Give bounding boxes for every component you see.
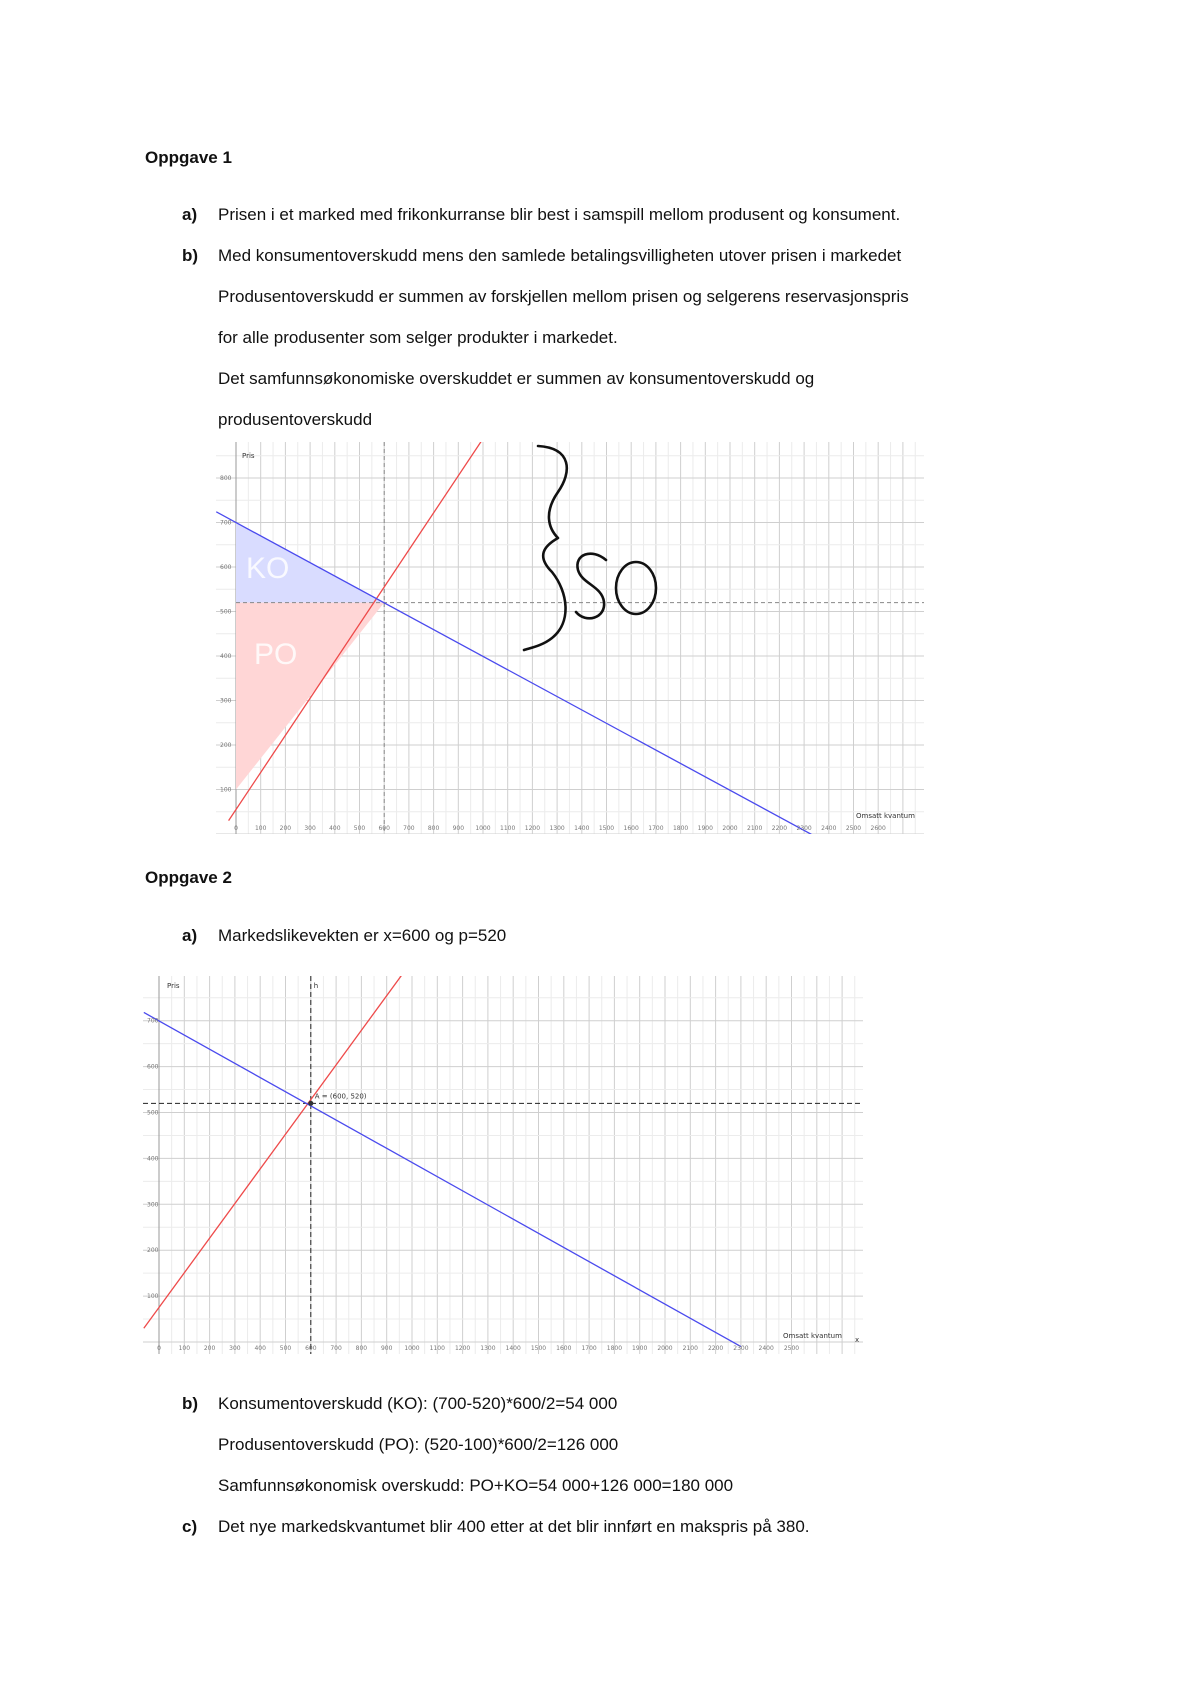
x-tick-label: 2500 (783, 1345, 800, 1352)
task2-title: Oppgave 2 (145, 868, 232, 887)
x-tick-label: 900 (452, 825, 465, 832)
y-tick-labels (147, 1018, 159, 1300)
equilibrium-graph (143, 976, 863, 1354)
x-tick-label: 1800 (672, 825, 689, 832)
task1-title: Oppgave 1 (145, 148, 232, 167)
x-tick-label: 1000 (475, 825, 491, 832)
vertical-line-label: h (313, 982, 319, 990)
y-tick-label: 600 (220, 564, 232, 571)
equilibrium-point-label: A = (600, 520) (314, 1092, 367, 1101)
task2-c-marker: c) (182, 1517, 198, 1536)
x-tick-label: 2100 (747, 825, 763, 832)
y-tick-label: 100 (220, 786, 232, 794)
y-tick-label: 700 (220, 519, 232, 527)
x-tick-label: 2000 (722, 825, 738, 832)
y-tick-label: 400 (220, 653, 232, 660)
task2-b-line-1: Konsumentoverskudd (KO): (700-520)*600/2=54 000 (218, 1394, 618, 1413)
task2-a-text: Markedslikevekten er x=600 og p=520 (218, 926, 507, 945)
task2-b-marker: b) (182, 1394, 199, 1413)
task1-b-line-1: Med konsumentoverskudd mens den samlede betalingsvilligheten utover prisen i markedet (218, 246, 902, 265)
x-tick-label: 200 (279, 825, 292, 832)
x-tick-label: 2400 (758, 1345, 774, 1352)
x-tick-label: 1500 (530, 1345, 547, 1352)
task1-b-marker: b) (182, 246, 199, 265)
y-tick-label: 600 (147, 1063, 159, 1071)
x-tick-label: 700 (330, 1345, 342, 1352)
y-tick-label: 100 (147, 1293, 159, 1301)
x-tick-label: 300 (304, 825, 316, 832)
x-tick-label: 400 (254, 1345, 266, 1352)
x-tick-label: 0 (157, 1345, 161, 1352)
x-tick-label: 200 (203, 1345, 216, 1352)
x-tick-label: 2400 (821, 825, 837, 832)
x-tick-label: 800 (355, 1345, 368, 1352)
x-tick-label: 100 (254, 825, 267, 832)
y-tick-label: 200 (147, 1247, 159, 1255)
x-tick-label: 1700 (581, 1345, 597, 1352)
y-tick-label: 800 (220, 475, 232, 482)
task1-a-marker: a) (182, 205, 198, 224)
task1-b-line-3: for alle produsenter som selger produkter i markedet. (218, 328, 618, 347)
x-tick-label: 2200 (707, 1345, 724, 1352)
x-tick-label: 2500 (845, 825, 862, 832)
x-axis-label: Omsatt kvantum (783, 1332, 842, 1340)
graph-grid (143, 976, 863, 1354)
x-tick-label: 1400 (574, 825, 590, 832)
x-tick-label: 1200 (454, 1345, 471, 1352)
x-tick-label: 1000 (404, 1345, 420, 1352)
x-tick-label: 2300 (796, 825, 812, 832)
x-tick-label: 1200 (524, 825, 541, 832)
x-tick-label: 1900 (697, 825, 713, 832)
task1-b-line-5: produsentoverskudd (218, 410, 373, 429)
x-tick-label: 2600 (870, 825, 886, 832)
y-axis-label: Pris (167, 982, 180, 990)
x-tick-label: 500 (279, 1345, 292, 1352)
x-tick-label: 900 (380, 1345, 393, 1352)
y-tick-label: 300 (147, 1201, 159, 1209)
x-tick-label: 1400 (505, 1345, 521, 1352)
x-tick-label: 2300 (733, 1345, 749, 1352)
x-tick-label: 1700 (648, 825, 664, 832)
y-tick-label: 200 (220, 742, 232, 749)
x-tick-label: 1100 (500, 825, 516, 832)
handwritten-o (616, 562, 656, 614)
task2-b-line-3: Samfunnsøkonomisk overskudd: PO+KO=54 000+126 000=180 000 (218, 1476, 734, 1495)
x-tick-label: 0 (234, 825, 238, 832)
x-tick-label: 1500 (598, 825, 615, 832)
y-tick-label: 400 (147, 1155, 159, 1163)
task1-b-line-4: Det samfunnsøkonomiske overskuddet er summen av konsumentoverskudd og (218, 369, 815, 388)
y-tick-label: 500 (147, 1109, 159, 1117)
x-tick-label: 600 (378, 825, 390, 832)
surplus-graph (216, 442, 924, 834)
x-tick-label: 1600 (556, 1345, 572, 1352)
x-tick-label: 2200 (771, 825, 788, 832)
y-tick-label: 300 (220, 697, 232, 705)
ko-label: KO (246, 552, 290, 585)
po-label: PO (254, 638, 298, 671)
task2-a-marker: a) (182, 926, 198, 945)
task2-b-line-2: Produsentoverskudd (PO): (520-100)*600/2=126 000 (218, 1435, 619, 1454)
x-tick-labels (234, 825, 886, 832)
x-tick-label: 1300 (480, 1345, 496, 1352)
x-tick-label: 100 (178, 1345, 191, 1352)
task1-a-text: Prisen i et marked med frikonkurranse blir best i samspill mellom produsent og konsument. (218, 205, 901, 224)
x-tick-label: 1300 (549, 825, 565, 832)
x-tick-label: 1800 (606, 1345, 623, 1352)
x-tick-label: 300 (229, 1345, 241, 1352)
x-tick-label: 700 (403, 825, 415, 832)
x-tick-label: 400 (329, 825, 341, 832)
x-tick-label: 2100 (682, 1345, 698, 1352)
equilibrium-point (308, 1101, 313, 1106)
x-tick-label: 1100 (429, 1345, 445, 1352)
handwritten-so-text: SO (216, 442, 218, 443)
x-tick-label: 500 (353, 825, 366, 832)
x-tick-label: 2000 (657, 1345, 673, 1352)
x-tick-label: 1900 (632, 1345, 648, 1352)
y-tick-label: 700 (147, 1017, 159, 1025)
task1-b-line-2: Produsentoverskudd er summen av forskjellen mellom prisen og selgerens reservasjonspris (218, 287, 909, 306)
x-tick-label: 800 (427, 825, 440, 832)
y-axis-label: Pris (242, 452, 255, 460)
x-variable-label: x (855, 1336, 860, 1344)
x-tick-label: 600 (305, 1345, 317, 1352)
handwritten-brace (524, 446, 567, 650)
handwritten-s (576, 554, 606, 619)
y-tick-label: 500 (220, 608, 232, 616)
x-tick-label: 1600 (623, 825, 639, 832)
x-axis-label: Omsatt kvantum (856, 812, 915, 820)
task2-c-text: Det nye markedskvantumet blir 400 etter at det blir innført en makspris på 380. (218, 1517, 810, 1536)
